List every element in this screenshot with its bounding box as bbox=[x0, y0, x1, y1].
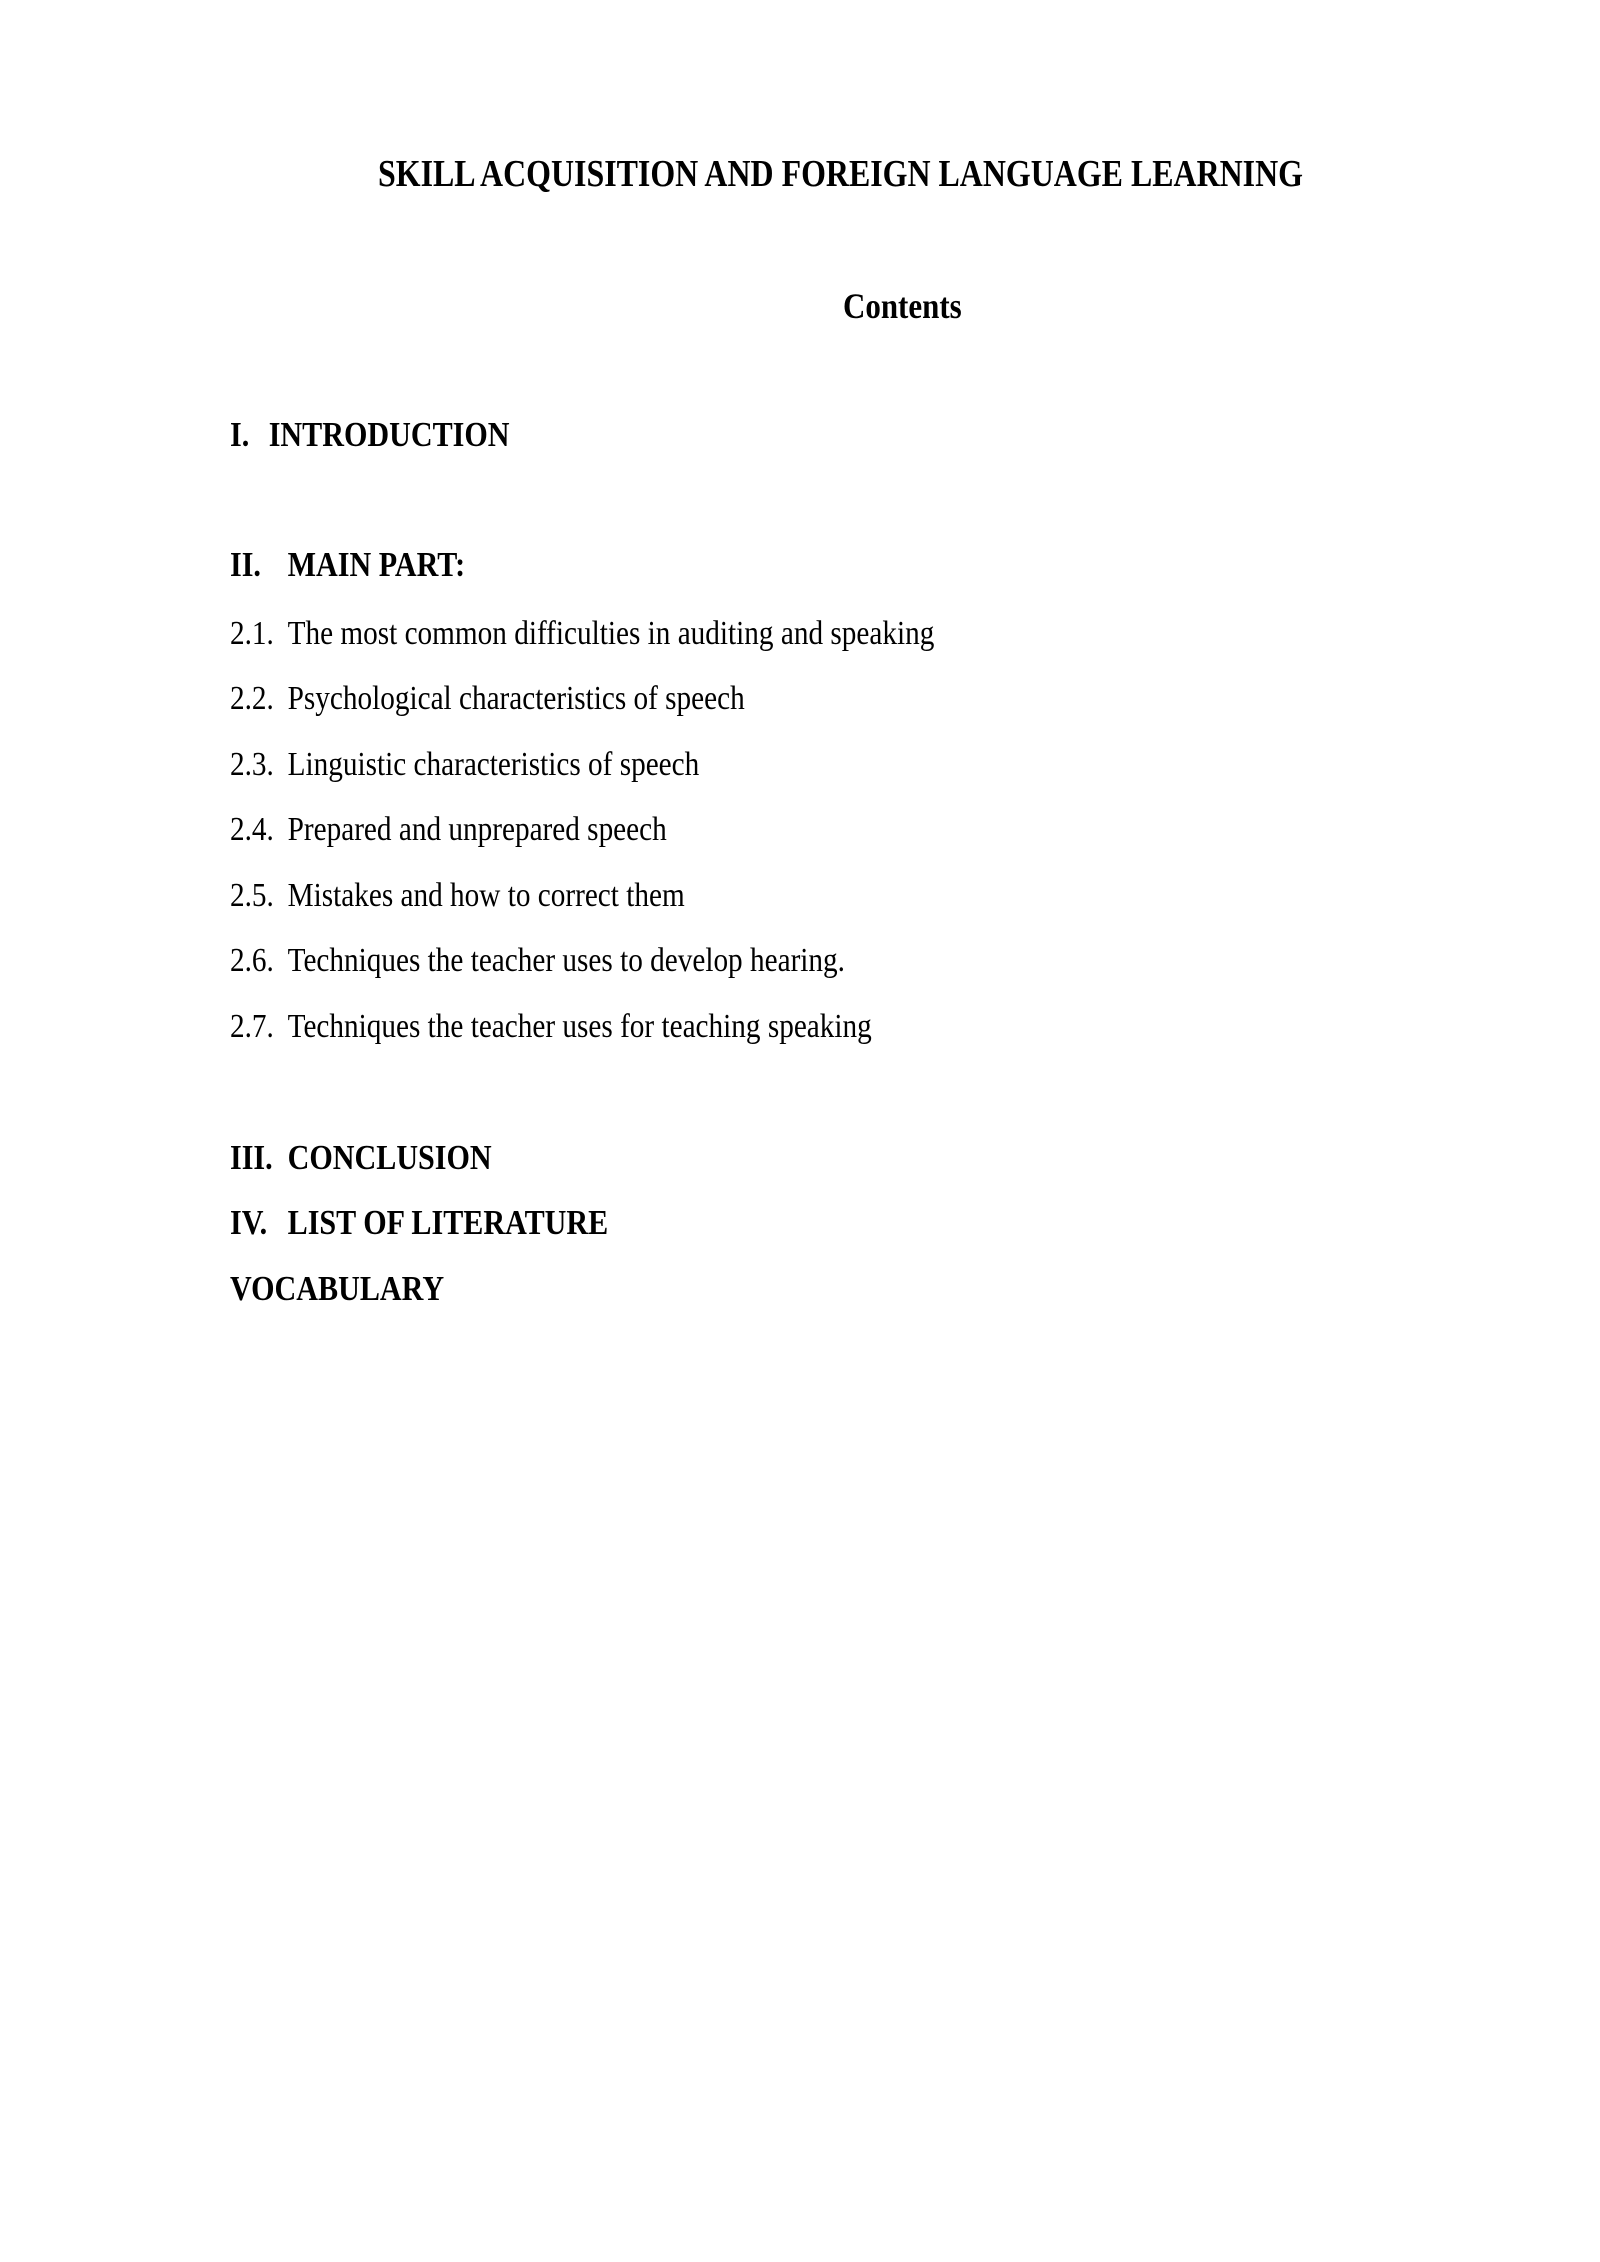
item-label: Linguistic characteristics of speech bbox=[287, 746, 700, 783]
item-number: 2.5. bbox=[230, 877, 274, 914]
toc-item bbox=[230, 677, 745, 721]
section-label: MAIN PART: bbox=[287, 545, 466, 584]
item-number: 2.4. bbox=[230, 811, 274, 848]
toc-section-conclusion bbox=[230, 1136, 492, 1180]
item-label: Prepared and unprepared speech bbox=[287, 811, 667, 848]
toc-section-literature bbox=[230, 1201, 608, 1245]
toc-item bbox=[230, 743, 699, 787]
toc-item bbox=[230, 808, 667, 852]
toc-item bbox=[230, 874, 685, 918]
section-label: LIST OF LITERATURE bbox=[287, 1203, 609, 1242]
item-label: Psychological characteristics of speech bbox=[287, 680, 745, 717]
item-number: 2.1. bbox=[230, 615, 274, 652]
item-label: Mistakes and how to correct them bbox=[287, 877, 685, 914]
toc-item bbox=[230, 612, 934, 656]
item-label: Techniques the teacher uses for teaching speaking bbox=[287, 1008, 872, 1045]
toc-item bbox=[230, 939, 845, 983]
contents-heading: Contents bbox=[843, 286, 962, 326]
section-number: III. bbox=[230, 1138, 273, 1177]
item-label: The most common difficulties in auditing and speaking bbox=[287, 615, 935, 652]
section-number: IV. bbox=[230, 1203, 268, 1242]
toc-section-vocabulary: VOCABULARY bbox=[230, 1269, 445, 1308]
section-label: CONCLUSION bbox=[287, 1138, 492, 1177]
item-number: 2.3. bbox=[230, 746, 274, 783]
item-number: 2.7. bbox=[230, 1008, 274, 1045]
toc-item bbox=[230, 1005, 872, 1049]
section-number: I. bbox=[230, 415, 250, 454]
item-label: Techniques the teacher uses to develop hearing. bbox=[287, 942, 845, 979]
toc-section-main-part bbox=[230, 543, 465, 587]
section-label: INTRODUCTION bbox=[268, 415, 510, 454]
item-number: 2.2. bbox=[230, 680, 274, 717]
section-number: II. bbox=[230, 545, 261, 584]
document-title: SKILL ACQUISITION AND FOREIGN LANGUAGE LEARNING bbox=[378, 153, 1303, 195]
item-number: 2.6. bbox=[230, 942, 274, 979]
toc-section-introduction bbox=[230, 413, 510, 457]
